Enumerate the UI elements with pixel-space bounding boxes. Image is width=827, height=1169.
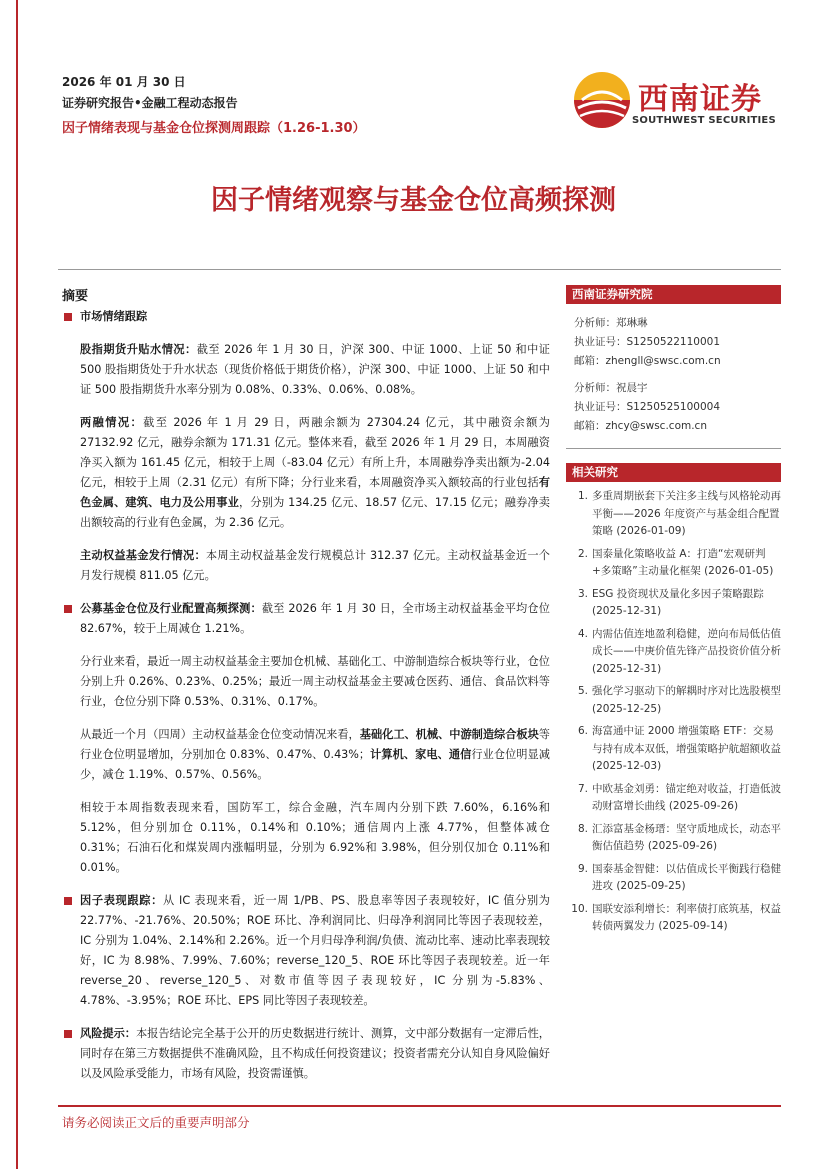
related-item-num: 8. (577, 822, 588, 835)
related-item-num: 3. (577, 587, 588, 600)
related-item-num: 5. (577, 685, 588, 697)
related-item-text: 海富通中证 2000 增强策略 ETF：交易与持有成本双低，增强策略护航超额收益 (2025-12-03) (592, 725, 781, 772)
month-text: 从最近一个月（四周）主动权益基金仓位变动情况来看， (80, 728, 360, 741)
related-item[interactable] (566, 546, 781, 581)
bullet-square-icon (64, 897, 72, 905)
related-item[interactable] (566, 781, 781, 816)
title-divider (58, 269, 781, 270)
page-title: 因子情绪观察与基金仓位高频探测 (211, 185, 616, 216)
related-item[interactable] (566, 723, 781, 776)
logo-name-en: SOUTHWEST SECURITIES (632, 115, 776, 126)
related-item[interactable] (566, 821, 781, 856)
industry-paragraph: 分行业来看，最近一周主动权益基金主要加仓机械、基础化工、中游制造综合板块等行业，仓位分别上升 0.26%、0.23%、0.25%；最近一周主动权益基金主要减仓医药、通信、食品饮料等行业，仓位分别下降 0.53%、0.31%、0.17%。 (80, 655, 550, 708)
futures-label: 股指期货升贴水情况： (80, 343, 197, 356)
related-item-text: 强化学习驱动下的解耦时序对比选股模型 (2025-12-25) (592, 685, 781, 715)
margin-industries: 有色金属、建筑、电力及公用事业 (80, 476, 550, 509)
related-item-text: 汇添富基金杨瑨：坚守质地成长，动态平衡估值趋势 (2025-09-26) (592, 822, 781, 852)
risk-text: 本报告结论完全基于公开的历史数据进行统计、测算，文中部分数据有一定滞后性，同时存在第三方数据提供不准确风险，且不构成任何投资建议；投资者需充分认知自身风险偏好以及风险承受能力，市场有风险，投资需谨慎。 (80, 1027, 550, 1080)
related-item-num: 9. (577, 862, 588, 875)
margin-text: 截至 2026 年 1 月 29 日，两融余额为 27304.24 亿元，其中融资余额为 27132.92 亿元，融券余额为 171.31 亿元。整体来看，截至 2026 年 1 月 29 日，本周融资净买入额为 161.45 亿元，相较于上周（-83.04 亿元）有所上升，本周融券净卖出额为-2.04 亿元，相较于上周（2.31 亿元）有所下降；分行业来看，本周融资净买入额较高的行业包括 (80, 416, 550, 489)
margin-paragraph (62, 413, 550, 533)
analyst-card (566, 371, 781, 436)
related-item-num: 10. (571, 902, 588, 915)
related-item-text: 国泰量化策略收益 A：打造“宏观研判+多策略”主动量化框架 (2026-01-05) (592, 547, 774, 577)
related-item[interactable] (566, 488, 781, 541)
sun-emblem-icon (572, 70, 632, 130)
report-series: 因子情绪表现与基金仓位探测周跟踪（1.26-1.30） (62, 121, 366, 136)
related-item[interactable] (566, 861, 781, 896)
related-item-num: 2. (577, 547, 588, 560)
disclaimer-notice: 请务必阅读正文后的重要声明部分 (62, 1115, 250, 1130)
related-research-bar: 相关研究 (566, 463, 781, 482)
month-decrease-industries: 计算机、家电、通信 (370, 748, 472, 761)
bullet-square-icon (64, 1030, 72, 1038)
month-paragraph (62, 725, 550, 785)
bullet-square-icon (64, 605, 72, 613)
related-item-num: 7. (577, 782, 588, 795)
summary-heading: 摘要 (62, 289, 89, 304)
month-increase-industries: 基础化工、机械、中游制造综合板块 (359, 728, 539, 741)
related-item-text: 国泰基金智健：以估值成长平衡践行稳健进攻 (2025-09-25) (592, 862, 781, 892)
fund-position-text: 截至 2026 年 1 月 30 日，全市场主动权益基金平均仓位 82.67%，较于上周减仓 1.21%。 (80, 602, 550, 635)
institute-bar: 西南证券研究院 (566, 285, 781, 304)
analyst-license: 执业证号：S1250522110001 (574, 336, 721, 348)
month-text-end: 行业仓位明显减少，减仓 1.19%、0.57%、0.56%。 (80, 748, 550, 781)
related-item-text: 多重周期嵌套下关注多主线与风格轮动再平衡——2026 年度资产与基金组合配置策略 (2026-01-09) (592, 490, 781, 537)
margin-label: 两融情况： (80, 416, 144, 429)
report-date: 2026 年 01 月 30 日 (62, 75, 186, 89)
summary-body (62, 307, 550, 1084)
fund-position-label: 公募基金仓位及行业配置高频探测： (80, 602, 262, 615)
issuance-label: 主动权益基金发行情况： (80, 549, 206, 562)
related-item-num: 4. (577, 627, 588, 640)
report-type: 证券研究报告•金融工程动态报告 (62, 96, 238, 110)
left-accent-line (16, 0, 18, 1169)
futures-paragraph (62, 340, 550, 400)
related-item-num: 1. (577, 490, 588, 502)
section-market-sentiment (62, 307, 550, 327)
related-item[interactable] (566, 626, 781, 679)
issuance-paragraph (62, 546, 550, 586)
index-paragraph: 相较于本周指数表现来看，国防军工，综合金融，汽车周内分别下跌 7.60%，6.16%和 5.12%，但分别加仓 0.11%，0.14%和 0.10%；通信周内上涨 4.77%，但整体减仓 0.31%；石油石化和煤炭周内涨幅明显，分别为 6.92%和 3.98%，但分别仅加仓 0.11%和 0.01%。 (80, 801, 550, 874)
analyst-license: 执业证号：S1250525100004 (574, 401, 721, 413)
related-item-text: ESG 投资现状及量化多因子策略跟踪 (2025-12-31) (592, 587, 764, 617)
analyst-name: 分析师：祝晨宇 (574, 382, 648, 394)
factor-text: 从 IC 表现来看，近一周 1/PB、PS、股息率等因子表现较好，IC 值分别为 22.77%、-21.76%、20.50%；ROE 环比、净利润同比、归母净利润同比等因子表现较差，IC 分别为 1.04%、2.14%和 2.26%。近一个月归母净利润/负债、流动比率、速动比率表现较好，IC 为 8.98%、7.99%、7.60%；reverse_120_5、ROE 环比等因子表现较差。近一年 reverse_20、reverse_120_5、对数市值等因子表现较好，IC 分别为-5.83%、4.78%、-3.95%；ROE 环比、EPS 同比等因子表现较差。 (80, 894, 550, 1007)
bullet-square-icon (64, 313, 72, 321)
related-item-num: 6. (577, 725, 588, 737)
related-item-text: 中欧基金刘勇：锚定绝对收益，打造低波动财富增长曲线 (2025-09-26) (592, 782, 781, 812)
futures-text: 截至 2026 年 1 月 30 日，沪深 300、中证 1000、上证 50 和中证 500 股指期货处于升水状态（现货价格低于期货价格），沪深 300、中证 1000、上证 50 和中证 500 股指期货升水率分别为 0.08%、0.33%、0.06%、0.08%。 (80, 343, 550, 396)
related-item-text: 国联安添利增长：利率债打底筑基，权益转债两翼发力 (2025-09-14) (592, 902, 781, 932)
sidebar (566, 285, 781, 941)
margin-text-cont: ，分别为 134.25 亿元、18.57 亿元、17.15 亿元；融券净卖出额较高的行业有色金属，为 2.36 亿元。 (80, 496, 550, 529)
related-item[interactable] (566, 901, 781, 936)
analyst-email[interactable]: 邮箱：zhcy@swsc.com.cn (574, 420, 707, 432)
related-item[interactable] (566, 683, 781, 718)
related-research-list (566, 488, 781, 936)
risk-paragraph (62, 1024, 550, 1084)
related-item[interactable] (566, 586, 781, 621)
company-logo (572, 70, 782, 132)
factor-paragraph (62, 891, 550, 1011)
footer-divider (58, 1105, 781, 1107)
analyst-email[interactable]: 邮箱：zhengll@swsc.com.cn (574, 355, 721, 367)
sidebar-divider (566, 448, 781, 449)
section-heading: 市场情绪跟踪 (80, 310, 148, 323)
analyst-name: 分析师：郑琳琳 (574, 317, 648, 329)
risk-label: 风险提示： (80, 1027, 136, 1040)
related-item-text: 内需估值连地盈利稳健，逆向布局低估值成长——中庚价值先锋产品投资价值分析 (2025-12-31) (592, 627, 781, 675)
issuance-text: 本周主动权益基金发行规模总计 312.37 亿元。主动权益基金近一个月发行规模 811.05 亿元。 (80, 549, 550, 582)
analyst-card (566, 304, 781, 371)
logo-name-cn: 西南证券 (638, 82, 762, 117)
fund-position-paragraph (62, 599, 550, 639)
factor-label: 因子表现跟踪： (80, 894, 163, 907)
month-text-cont: 等行业仓位明显增加，分别加仓 0.83%、0.47%、0.43%； (80, 728, 550, 761)
